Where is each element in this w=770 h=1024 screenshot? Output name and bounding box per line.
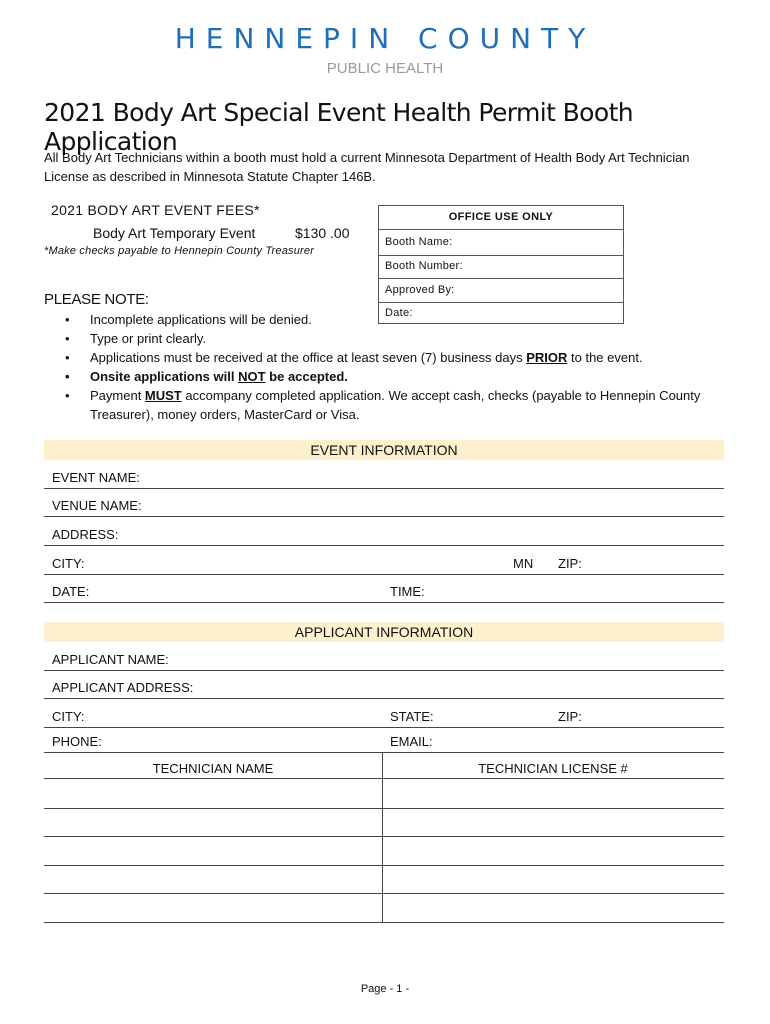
office-use-title: OFFICE USE ONLY bbox=[448, 211, 554, 223]
note-item bbox=[62, 329, 702, 348]
event-date-label: DATE: bbox=[52, 584, 90, 599]
note-item bbox=[62, 386, 702, 424]
bullet-icon: • bbox=[65, 331, 70, 346]
office-divider bbox=[379, 278, 623, 279]
technician-row[interactable] bbox=[44, 809, 724, 837]
office-divider bbox=[379, 255, 623, 256]
applicant-email-label: EMAIL: bbox=[390, 734, 433, 749]
applicant-name-label: APPLICANT NAME: bbox=[52, 652, 169, 667]
applicant-phone-label: PHONE: bbox=[52, 734, 102, 749]
technician-name-header: TECHNICIAN NAME bbox=[152, 761, 274, 776]
please-note-list bbox=[62, 310, 702, 424]
note-text: Incomplete applications will be denied. bbox=[90, 312, 312, 327]
office-booth-name: Booth Name: bbox=[385, 236, 453, 248]
note-text: Applications must be received at the office at least seven (7) business days bbox=[90, 350, 527, 365]
note-item bbox=[62, 348, 702, 367]
fee-item-label: Body Art Temporary Event bbox=[93, 225, 256, 241]
office-date: Date: bbox=[385, 307, 413, 319]
office-approved-by: Approved By: bbox=[385, 284, 455, 296]
office-booth-number: Booth Number: bbox=[385, 260, 463, 272]
event-time-label: TIME: bbox=[390, 584, 425, 599]
technician-row[interactable] bbox=[44, 838, 724, 866]
intro-paragraph: All Body Art Technicians within a booth must hold a current Minnesota Department of Health Body Art Technician License as described in Minnesota Statute Chapter 146B. bbox=[44, 150, 690, 184]
office-divider bbox=[379, 229, 623, 230]
event-address-field[interactable] bbox=[44, 524, 724, 546]
applicant-city-field[interactable] bbox=[44, 706, 724, 728]
applicant-name-field[interactable] bbox=[44, 649, 724, 671]
note-text: Onsite applications will bbox=[90, 369, 239, 384]
event-name-field[interactable] bbox=[44, 467, 724, 489]
note-emphasis: PRIOR bbox=[526, 350, 568, 365]
bullet-icon: • bbox=[65, 369, 70, 384]
page-title: 2021 Body Art Special Event Health Permit Booth Application bbox=[44, 98, 634, 156]
event-date-field[interactable] bbox=[44, 581, 724, 603]
applicant-phone-field[interactable] bbox=[44, 731, 724, 753]
technician-header-row bbox=[44, 757, 724, 779]
applicant-state-label: STATE: bbox=[390, 709, 434, 724]
division-text: PUBLIC HEALTH bbox=[326, 60, 444, 77]
bullet-icon: • bbox=[65, 350, 70, 365]
event-name-label: EVENT NAME: bbox=[52, 470, 140, 485]
applicant-zip-label: ZIP: bbox=[558, 709, 582, 724]
applicant-address-field[interactable] bbox=[44, 677, 724, 699]
note-text: be accepted. bbox=[265, 369, 348, 384]
technician-row[interactable] bbox=[44, 895, 724, 923]
venue-name-field[interactable] bbox=[44, 495, 724, 517]
event-address-label: ADDRESS: bbox=[52, 527, 119, 542]
bullet-icon: • bbox=[65, 312, 70, 327]
event-city-field[interactable] bbox=[44, 553, 724, 575]
technician-row[interactable] bbox=[44, 866, 724, 894]
event-info-heading: EVENT INFORMATION bbox=[44, 440, 724, 460]
note-emphasis: MUST bbox=[144, 388, 182, 403]
applicant-city-label: CITY: bbox=[52, 709, 85, 724]
applicant-address-label: APPLICANT ADDRESS: bbox=[52, 680, 194, 695]
applicant-info-heading: APPLICANT INFORMATION bbox=[44, 622, 724, 642]
note-text: Type or print clearly. bbox=[90, 331, 207, 346]
note-text: Payment bbox=[90, 388, 145, 403]
page-number: Page - 1 - bbox=[360, 983, 410, 995]
technician-row[interactable] bbox=[44, 781, 724, 809]
fee-note: *Make checks payable to Hennepin County Treasurer bbox=[44, 245, 315, 257]
fee-item-amount: $130 .00 bbox=[295, 225, 350, 241]
office-use-box bbox=[378, 205, 624, 324]
note-item bbox=[62, 367, 702, 386]
note-text: accompany completed application. We accept cash, checks (payable to Hennepin County Treasurer), money orders, MasterCard or Visa. bbox=[90, 388, 701, 422]
venue-name-label: VENUE NAME: bbox=[52, 498, 142, 513]
event-state-value: MN bbox=[513, 556, 534, 571]
event-city-label: CITY: bbox=[52, 556, 85, 571]
agency-logo-text: HENNEPIN COUNTY bbox=[174, 22, 596, 55]
technician-license-header: TECHNICIAN LICENSE # bbox=[478, 761, 628, 776]
bullet-icon: • bbox=[65, 388, 70, 403]
event-zip-label: ZIP: bbox=[558, 556, 582, 571]
note-item bbox=[62, 310, 702, 329]
please-note-heading: PLEASE NOTE: bbox=[44, 291, 149, 308]
note-emphasis: NOT bbox=[238, 369, 266, 384]
office-divider bbox=[379, 302, 623, 303]
fees-heading: 2021 BODY ART EVENT FEES* bbox=[51, 202, 260, 218]
note-text: to the event. bbox=[567, 350, 643, 365]
